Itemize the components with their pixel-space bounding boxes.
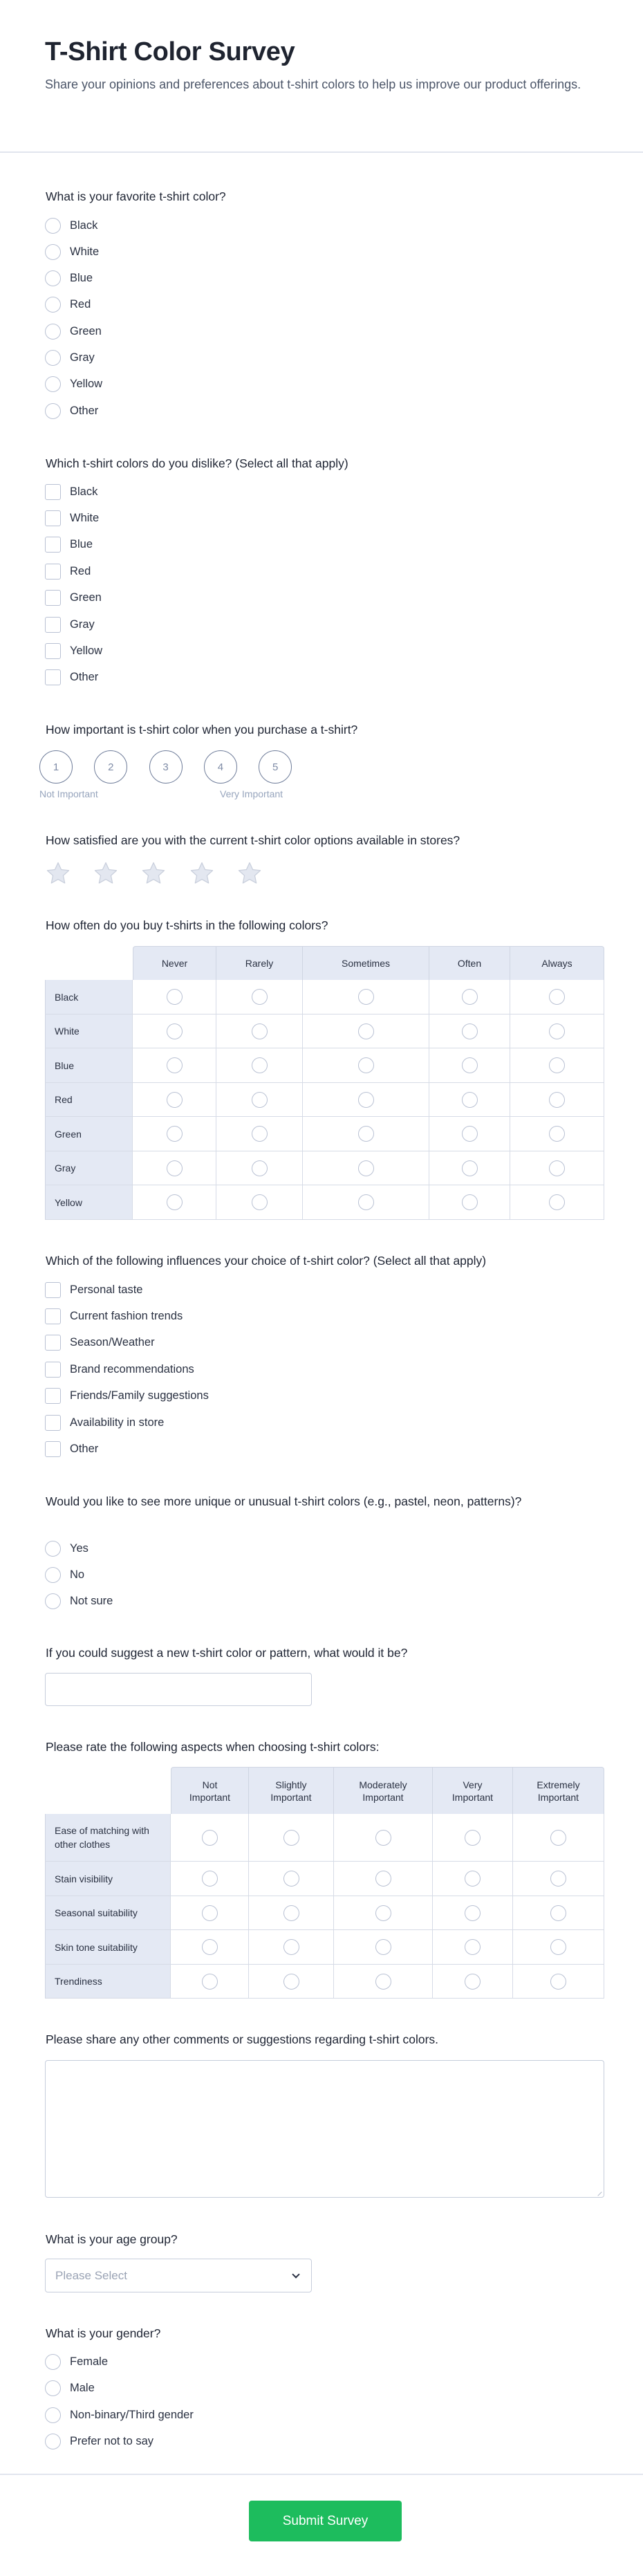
checkbox[interactable] [45,484,61,500]
radio-button[interactable] [45,376,61,392]
matrix-radio-button[interactable] [550,1939,566,1955]
option-yes[interactable] [45,1540,88,1557]
option-red[interactable] [45,563,91,580]
matrix-radio-button[interactable] [465,1830,481,1846]
page-description: Share your opinions and preferences about t-shirt colors to help us improve our product offerings. [45,77,581,91]
question-unique-colors: Would you like to see more unique or unusual t-shirt colors (e.g., pastel, neon, patterns)? [46,1494,522,1508]
option-other[interactable] [45,1440,98,1457]
page-title: T-Shirt Color Survey [45,37,295,66]
matrix-cell [216,980,303,1014]
matrix-radio-button[interactable] [462,1126,478,1142]
matrix-radio-button[interactable] [202,1905,218,1921]
matrix-cell [216,1185,303,1220]
matrix-cell [303,980,429,1014]
matrix-radio-button[interactable] [550,1830,566,1846]
matrix-radio-button[interactable] [358,989,374,1005]
option-green[interactable] [45,590,102,606]
matrix-radio-button[interactable] [167,1057,183,1073]
radio-button[interactable] [45,2354,61,2370]
matrix-radio-button[interactable] [358,1092,374,1108]
option-female[interactable] [45,2353,108,2370]
matrix-cell [303,1048,429,1083]
matrix-radio-button[interactable] [167,1023,183,1039]
option-label: Gray [70,351,95,364]
matrix-row-label: Stain visibility [45,1862,171,1896]
matrix-cell [513,1814,604,1862]
radio-button[interactable] [45,1541,61,1557]
matrix-header-row [45,946,604,980]
question-satisfaction: How satisfied are you with the current t-shirt color options available in stores? [46,833,460,847]
scale-option-3[interactable]: 3 [149,750,183,784]
matrix-cell [133,1185,216,1220]
matrix-cell [429,1151,510,1185]
matrix-corner [45,1767,171,1814]
star-icon[interactable] [93,860,119,887]
matrix-cell [171,1862,249,1896]
matrix-radio-button[interactable] [462,989,478,1005]
checkbox[interactable] [45,643,61,659]
matrix-cell [334,1930,433,1965]
matrix-cell [216,1014,303,1048]
matrix-row-label: Yellow [45,1185,133,1220]
checkbox[interactable] [45,510,61,526]
star-icon[interactable] [236,860,263,887]
scale-option-1[interactable]: 1 [39,750,73,784]
option-label: Gray [70,618,95,631]
suggestion-input[interactable] [45,1673,312,1706]
matrix-radio-button[interactable] [283,1974,299,1990]
matrix-radio-button[interactable] [252,1023,268,1039]
option-label: White [70,511,100,524]
matrix-radio-button[interactable] [462,1160,478,1176]
matrix-cell [133,980,216,1014]
matrix-cell [133,1083,216,1117]
matrix-radio-button[interactable] [252,1160,268,1176]
radio-button[interactable] [45,270,61,286]
option-black[interactable] [45,217,97,234]
matrix-radio-button[interactable] [375,1939,391,1955]
comments-textarea[interactable] [45,2060,604,2198]
matrix-row [45,1930,604,1965]
chevron-down-icon [292,2270,299,2278]
option-label: Availability in store [70,1416,165,1429]
matrix-cell [303,1117,429,1151]
matrix-radio-button[interactable] [465,1871,481,1887]
checkbox[interactable] [45,1388,61,1404]
option-label: Black [70,485,98,498]
matrix-column-header: Moderately Important [334,1767,433,1814]
checkbox[interactable] [45,1335,61,1351]
option-label: Yellow [70,378,103,391]
radio-button[interactable] [45,244,61,260]
option-label: Not sure [70,1594,113,1607]
matrix-radio-button[interactable] [283,1905,299,1921]
question-gender: What is your gender? [46,2326,161,2340]
matrix-radio-button[interactable] [358,1057,374,1073]
option-gray[interactable] [45,350,95,367]
matrix-cell [133,1048,216,1083]
matrix-radio-button[interactable] [550,1871,566,1887]
matrix-radio-button[interactable] [462,1092,478,1108]
matrix-cell [433,1814,513,1862]
matrix-radio-button[interactable] [252,1194,268,1210]
checkbox[interactable] [45,617,61,633]
matrix-cell [429,1083,510,1117]
option-label: Brand recommendations [70,1362,194,1375]
aspects-matrix [45,1767,604,1999]
matrix-row-label: White [45,1014,133,1048]
question-rate-aspects: Please rate the following aspects when choosing t-shirt colors: [46,1740,380,1754]
radio-button[interactable] [45,2434,61,2449]
matrix-radio-button[interactable] [462,1057,478,1073]
matrix-cell [216,1083,303,1117]
option-white[interactable] [45,510,99,526]
option-label: No [70,1568,85,1581]
option-yellow[interactable] [45,642,102,659]
matrix-cell [133,1117,216,1151]
matrix-cell [429,1185,510,1220]
matrix-radio-button[interactable] [167,1194,183,1210]
option-label: Red [70,564,91,577]
matrix-cell [303,1185,429,1220]
matrix-radio-button[interactable] [465,1905,481,1921]
matrix-row [45,1014,604,1048]
matrix-cell [171,1965,249,1999]
checkbox[interactable] [45,590,61,606]
option-label: Personal taste [70,1283,143,1296]
option-green[interactable] [45,323,102,340]
matrix-cell [433,1862,513,1896]
matrix-radio-button[interactable] [549,1092,565,1108]
question-color-importance: How important is t-shirt color when you purchase a t-shirt? [46,723,358,736]
matrix-cell [433,1930,513,1965]
footer-divider [0,2474,643,2475]
matrix-radio-button[interactable] [375,1871,391,1887]
matrix-row-label: Ease of matching with other clothes [45,1814,171,1862]
matrix-radio-button[interactable] [549,1023,565,1039]
matrix-cell [513,1896,604,1930]
option-availability-in-store[interactable] [45,1414,164,1431]
matrix-row [45,980,604,1014]
matrix-cell [510,1151,604,1185]
matrix-cell [513,1965,604,1999]
matrix-radio-button[interactable] [550,1974,566,1990]
option-label: Current fashion trends [70,1309,183,1322]
option-personal-taste[interactable] [45,1281,142,1298]
matrix-radio-button[interactable] [465,1939,481,1955]
matrix-cell [510,1083,604,1117]
matrix-row [45,1048,604,1083]
option-red[interactable] [45,297,91,313]
option-label: Male [70,2382,95,2395]
checkbox[interactable] [45,537,61,553]
matrix-radio-button[interactable] [252,1126,268,1142]
matrix-column-header: Always [510,946,604,980]
matrix-cell [429,980,510,1014]
option-label: Non-binary/Third gender [70,2408,194,2421]
matrix-cell [513,1862,604,1896]
option-not-sure[interactable] [45,1593,113,1609]
matrix-cell [303,1083,429,1117]
option-label: Female [70,2355,109,2368]
question-purchase-frequency: How often do you buy t-shirts in the following colors? [46,918,328,932]
matrix-cell [249,1930,334,1965]
matrix-column-header: Sometimes [303,946,429,980]
matrix-cell [133,1014,216,1048]
matrix-radio-button[interactable] [549,1057,565,1073]
matrix-cell [510,1117,604,1151]
matrix-row-label: Seasonal suitability [45,1896,171,1930]
checkbox[interactable] [45,1282,61,1298]
matrix-radio-button[interactable] [358,1160,374,1176]
option-label: Other [70,404,99,417]
matrix-cell [216,1151,303,1185]
matrix-cell [510,980,604,1014]
question-suggest-color: If you could suggest a new t-shirt color or pattern, what would it be? [46,1646,408,1660]
matrix-radio-button[interactable] [167,989,183,1005]
matrix-row [45,1896,604,1930]
matrix-radio-button[interactable] [465,1974,481,1990]
star-icon[interactable] [189,860,215,887]
radio-button[interactable] [45,218,61,234]
matrix-cell [303,1014,429,1048]
option-label: Yellow [70,644,103,657]
matrix-cell [216,1048,303,1083]
frequency-matrix [45,946,604,1220]
matrix-row [45,1965,604,1999]
radio-button[interactable] [45,1593,61,1609]
matrix-row [45,1862,604,1896]
matrix-row [45,1117,604,1151]
matrix-cell [133,1151,216,1185]
radio-button[interactable] [45,2407,61,2423]
option-label: Yes [70,1541,88,1555]
matrix-row [45,1185,604,1220]
age-group-select[interactable] [45,2259,312,2292]
option-blue[interactable] [45,537,93,553]
matrix-cell [171,1896,249,1930]
matrix-radio-button[interactable] [358,1194,374,1210]
matrix-cell [334,1862,433,1896]
option-gray[interactable] [45,616,95,633]
matrix-row-label: Gray [45,1151,133,1185]
matrix-cell [334,1965,433,1999]
checkbox[interactable] [45,1441,61,1457]
option-season-weather[interactable] [45,1335,155,1351]
matrix-row-label: Skin tone suitability [45,1930,171,1965]
question-favorite-color: What is your favorite t-shirt color? [46,189,226,203]
matrix-cell [334,1814,433,1862]
matrix-cell [429,1117,510,1151]
matrix-radio-button[interactable] [202,1939,218,1955]
option-white[interactable] [45,243,99,260]
matrix-radio-button[interactable] [375,1905,391,1921]
matrix-radio-button[interactable] [167,1126,183,1142]
scale-option-5[interactable]: 5 [259,750,292,784]
radio-button[interactable] [45,403,61,419]
matrix-header-row [45,1767,604,1814]
matrix-radio-button[interactable] [462,1023,478,1039]
checkbox[interactable] [45,669,61,685]
matrix-radio-button[interactable] [462,1194,478,1210]
option-label: Friends/Family suggestions [70,1389,209,1402]
radio-button[interactable] [45,1567,61,1583]
matrix-radio-button[interactable] [375,1830,391,1846]
matrix-radio-button[interactable] [283,1939,299,1955]
matrix-column-header: Often [429,946,510,980]
age-group-placeholder: Please Select [55,2268,127,2282]
resize-handle-icon[interactable] [594,2188,602,2196]
option-blue[interactable] [45,270,93,287]
matrix-cell [510,1014,604,1048]
option-label: Black [70,219,98,232]
matrix-row-label: Red [45,1083,133,1117]
matrix-column-header: Not Important [171,1767,249,1814]
scale-option-4[interactable]: 4 [204,750,237,784]
matrix-radio-button[interactable] [167,1092,183,1108]
matrix-radio-button[interactable] [283,1871,299,1887]
scale-option-2[interactable]: 2 [94,750,127,784]
matrix-radio-button[interactable] [252,1092,268,1108]
question-disliked-colors: Which t-shirt colors do you dislike? (Select all that apply) [46,456,348,470]
matrix-corner [45,946,133,980]
header-divider [0,151,643,153]
option-prefer-not-to-say[interactable] [45,2434,153,2450]
matrix-cell [429,1014,510,1048]
option-label: Blue [70,538,93,551]
matrix-cell [510,1048,604,1083]
matrix-cell [171,1814,249,1862]
matrix-cell [433,1896,513,1930]
option-current-fashion-trends[interactable] [45,1308,183,1324]
matrix-row-label: Blue [45,1048,133,1083]
matrix-column-header: Extremely Important [513,1767,604,1814]
matrix-radio-button[interactable] [202,1974,218,1990]
option-label: Blue [70,272,93,285]
matrix-row-label: Trendiness [45,1965,171,1999]
checkbox[interactable] [45,1362,61,1378]
option-other[interactable] [45,669,98,686]
option-label: Other [70,1442,99,1455]
submit-survey-button[interactable]: Submit Survey [249,2501,402,2541]
matrix-radio-button[interactable] [549,1194,565,1210]
matrix-radio-button[interactable] [202,1830,218,1846]
matrix-row [45,1814,604,1862]
matrix-row [45,1083,604,1117]
option-brand-recommendations[interactable] [45,1361,194,1378]
matrix-cell [249,1862,334,1896]
matrix-cell [171,1930,249,1965]
option-male[interactable] [45,2380,95,2397]
radio-button[interactable] [45,297,61,313]
matrix-row [45,1151,604,1185]
option-yellow[interactable] [45,376,102,393]
matrix-radio-button[interactable] [358,1126,374,1142]
matrix-radio-button[interactable] [549,989,565,1005]
matrix-cell [513,1930,604,1965]
matrix-cell [249,1965,334,1999]
option-label: Green [70,591,102,604]
checkbox[interactable] [45,1308,61,1324]
matrix-radio-button[interactable] [375,1974,391,1990]
scale-max-label: Very Important [220,788,283,799]
radio-button[interactable] [45,350,61,366]
matrix-cell [334,1896,433,1930]
matrix-row-label: Black [45,980,133,1014]
matrix-radio-button[interactable] [550,1905,566,1921]
matrix-column-header: Never [133,946,216,980]
matrix-radio-button[interactable] [358,1023,374,1039]
matrix-row-label: Green [45,1117,133,1151]
radio-button[interactable] [45,2380,61,2396]
option-label: Green [70,324,102,337]
matrix-radio-button[interactable] [252,1057,268,1073]
option-other[interactable] [45,402,98,419]
checkbox[interactable] [45,564,61,580]
question-comments: Please share any other comments or suggestions regarding t-shirt colors. [46,2032,439,2046]
matrix-column-header: Slightly Important [249,1767,334,1814]
matrix-radio-button[interactable] [202,1871,218,1887]
matrix-cell [216,1117,303,1151]
matrix-cell [303,1151,429,1185]
option-label: Season/Weather [70,1336,155,1349]
matrix-cell [429,1048,510,1083]
matrix-radio-button[interactable] [252,989,268,1005]
matrix-radio-button[interactable] [549,1160,565,1176]
star-icon[interactable] [140,860,167,887]
option-label: White [70,245,100,258]
checkbox[interactable] [45,1415,61,1431]
matrix-column-header: Rarely [216,946,303,980]
star-icon[interactable] [45,860,71,887]
option-no[interactable] [45,1566,84,1583]
matrix-radio-button[interactable] [283,1830,299,1846]
matrix-cell [249,1896,334,1930]
option-label: Other [70,671,99,684]
scale-min-label: Not Important [39,788,98,799]
matrix-radio-button[interactable] [167,1160,183,1176]
option-black[interactable] [45,483,97,500]
matrix-cell [249,1814,334,1862]
radio-button[interactable] [45,324,61,340]
option-label: Prefer not to say [70,2435,154,2448]
matrix-column-header: Very Important [433,1767,513,1814]
question-influences: Which of the following influences your choice of t-shirt color? (Select all that apply) [46,1254,487,1268]
option-label: Red [70,298,91,311]
option-non-binary-third-gender[interactable] [45,2407,194,2423]
matrix-radio-button[interactable] [549,1126,565,1142]
matrix-cell [433,1965,513,1999]
matrix-cell [510,1185,604,1220]
option-friends-family-suggestions[interactable] [45,1388,209,1405]
question-age-group: What is your age group? [46,2232,178,2246]
